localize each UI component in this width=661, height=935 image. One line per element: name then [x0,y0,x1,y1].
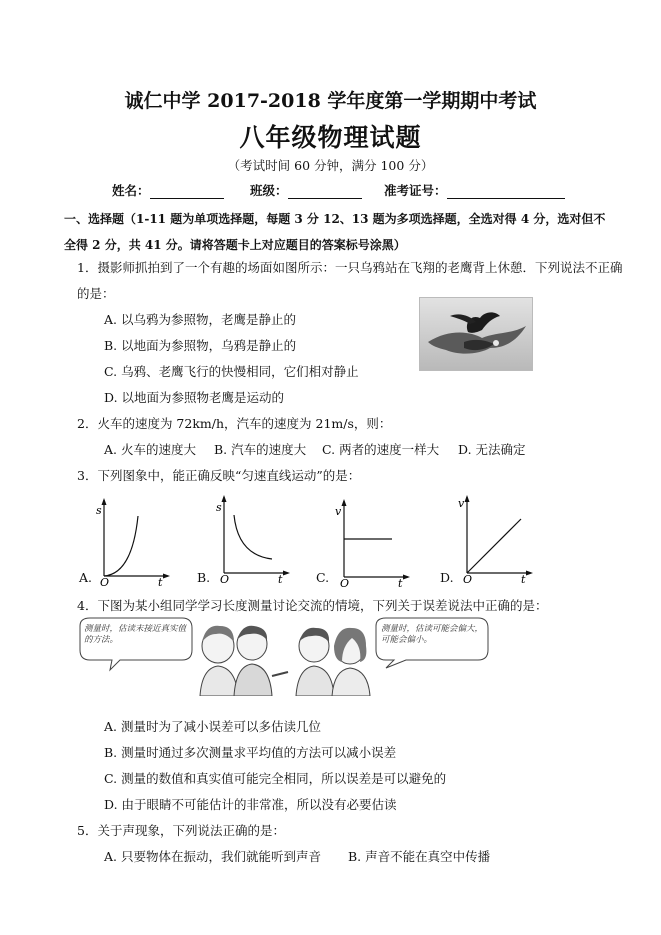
q3-graph-b [212,493,292,583]
right-students [296,628,370,696]
q3-graph-c [332,497,412,587]
students-discussion-illustration [76,616,528,696]
q5-option-b: B. 声音不能在真空中传播 [348,849,491,864]
q3-graph-d-origin: O [463,573,473,583]
q4-option-c: C. 测量的数值和真实值可能完全相同，所以误差是可以避免的 [104,771,447,786]
school-exam-title: 诚仁中学 2017-2018 学年度第一学期期中考试 [124,90,537,112]
section-heading: 一、选择题（1-11 题为单项选择题，每题 3 分 12、13 题为多项选择题，全选对得 4 分，选对但不全得 2 分，共 41 分。请将答题卡上对应题目的答案标号涂黑） [64,212,606,252]
q3-graph-b-ylabel: s [216,501,222,514]
q3-graph-a-xlabel: t [158,576,163,586]
name-label: 姓名： [112,183,150,198]
q3-graph-c-origin: O [340,577,350,587]
q1-option-d: D. 以地面为参照物老鹰是运动的 [104,390,285,405]
q3-graph-b-origin: O [220,573,230,583]
q3-graph-a-origin: O [100,576,110,586]
q1-option-a: A. 以乌鸦为参照物，老鹰是静止的 [104,312,296,327]
q3-graph-c-ylabel: v [335,505,342,518]
right-speech-bubble-text: 测量时，估读可能会偏大，可能会偏小。 [381,624,484,645]
name-field [112,181,224,199]
class-field [250,181,362,199]
q4-option-a: A. 测量时为了减小误差可以多估读几位 [104,719,321,734]
q2-stem: 2．火车的速度为 72km/h，汽车的速度为 21m/s，则： [77,416,392,431]
q3-graph-c-letter: C. [316,570,330,585]
q3-graph-a [92,496,172,586]
q3-graph-b-letter: B. [197,570,211,585]
class-blank [288,184,362,199]
q3-graph-d [455,493,535,583]
q5-stem: 5．关于声现象，下列说法正确的是： [77,823,285,838]
q4-option-b: B. 测量时通过多次测量求平均值的方法可以减小误差 [104,745,397,760]
q2-option-c: C. 两者的速度一样大 [322,442,440,457]
q2-option-d: D. 无法确定 [458,442,526,457]
q2-option-a: A. 火车的速度大 [104,442,196,457]
q5-option-a: A. 只要物体在振动，我们就能听到声音 [104,849,321,864]
q3-graph-d-letter: D. [440,570,454,585]
class-label: 班级： [250,183,288,198]
q1-stem-line1: 1．摄影师抓拍到了一个有趣的场面如图所示：一只乌鸦站在飞翔的老鹰背上休憩．下列说法不正确 [77,260,623,275]
q3-graph-c-xlabel: t [398,577,403,587]
q3-graph-d-xlabel: t [521,573,526,583]
left-students [200,626,288,696]
q3-stem: 3．下列图象中，能正确反映“匀速直线运动”的是： [77,468,361,483]
q3-graph-a-ylabel: s [96,504,102,517]
q4-stem: 4．下图为某小组同学学习长度测量讨论交流的情境，下列关于误差说法中正确的是： [77,598,548,613]
q2-option-b: B. 汽车的速度大 [214,442,307,457]
left-speech-bubble-text: 测量时，估读末接近真实值的方法。 [84,624,187,645]
id-label: 准考证号： [384,183,447,198]
q4-option-d: D. 由于眼睛不可能估计的非常准，所以没有必要估读 [104,797,397,812]
q3-graph-a-letter: A. [79,570,93,585]
name-blank [150,184,224,199]
id-field [384,181,565,199]
crow-eagle-photo [419,297,533,371]
q1-option-b: B. 以地面为参照物，乌鸦是静止的 [104,338,297,353]
q3-graph-b-xlabel: t [278,573,283,583]
exam-info: （考试时间 60 分钟，满分 100 分） [227,158,434,173]
q1-stem-line2: 的是： [77,286,115,301]
id-blank [447,184,565,199]
q3-graph-d-ylabel: v [458,497,465,510]
q1-option-c: C. 乌鸦、老鹰飞行的快慢相同，它们相对静止 [104,364,359,379]
subject-title: 八年级物理试题 [239,123,422,152]
